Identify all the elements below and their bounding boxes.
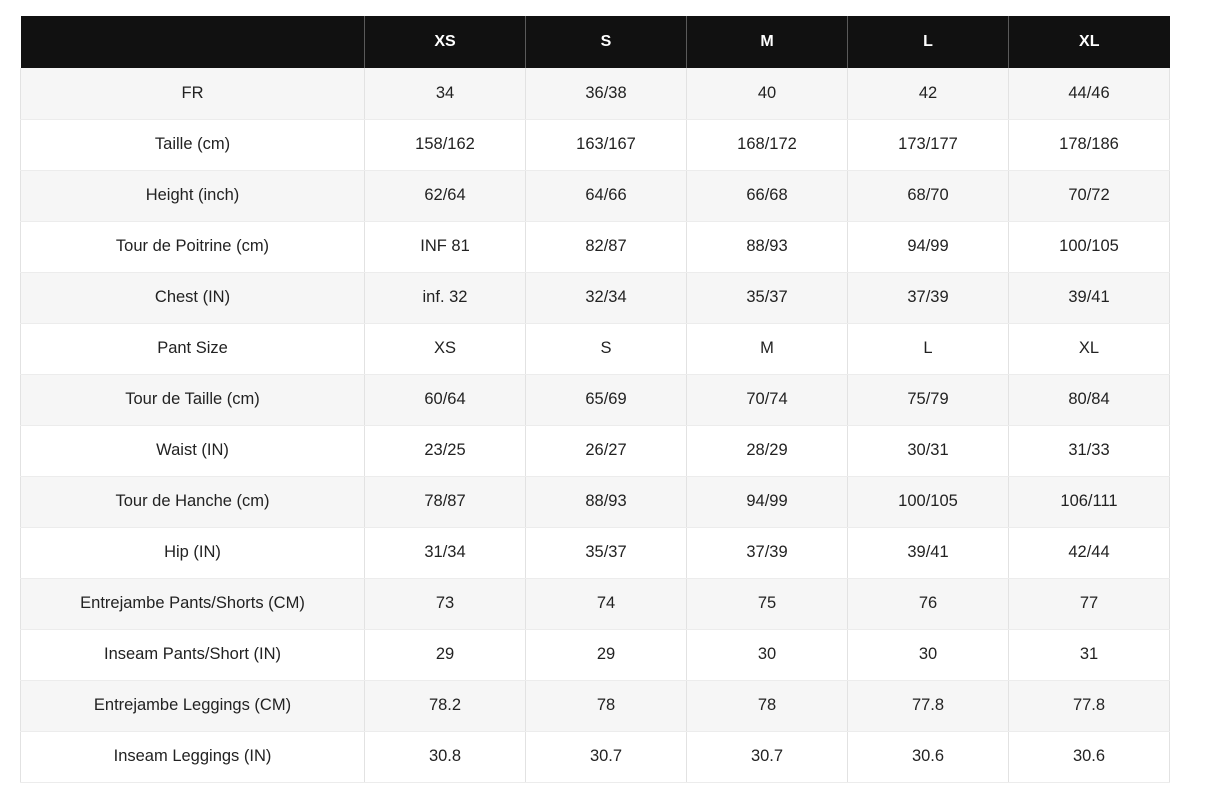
table-row: [21, 731, 1170, 782]
table-row: [21, 629, 1170, 680]
table-row: [21, 578, 1170, 629]
table-cell: 30/31: [848, 425, 1009, 476]
table-row: [21, 68, 1170, 119]
table-cell: 100/105: [848, 476, 1009, 527]
table-cell: 88/93: [687, 221, 848, 272]
table-cell: 64/66: [526, 170, 687, 221]
table-cell: 36/38: [526, 68, 687, 119]
table-cell: 94/99: [687, 476, 848, 527]
table-cell: 88/93: [526, 476, 687, 527]
table-cell: 30.8: [365, 731, 526, 782]
size-chart-body: [21, 68, 1170, 782]
table-cell: inf. 32: [365, 272, 526, 323]
table-cell: 29: [365, 629, 526, 680]
table-cell: 75/79: [848, 374, 1009, 425]
table-cell: 30.6: [1009, 731, 1170, 782]
table-cell: 73: [365, 578, 526, 629]
table-cell: 42: [848, 68, 1009, 119]
row-label: Hip (IN): [21, 527, 365, 578]
table-cell: 30: [687, 629, 848, 680]
header-corner-cell: [21, 16, 365, 68]
table-cell: 168/172: [687, 119, 848, 170]
table-cell: 70/74: [687, 374, 848, 425]
table-cell: 78: [526, 680, 687, 731]
table-cell: 173/177: [848, 119, 1009, 170]
row-label: Chest (IN): [21, 272, 365, 323]
row-label: Tour de Taille (cm): [21, 374, 365, 425]
row-label: Inseam Leggings (IN): [21, 731, 365, 782]
table-cell: 37/39: [687, 527, 848, 578]
table-cell: 32/34: [526, 272, 687, 323]
header-size-xl: XL: [1009, 16, 1170, 68]
table-cell: 37/39: [848, 272, 1009, 323]
row-label: Inseam Pants/Short (IN): [21, 629, 365, 680]
table-cell: 77.8: [848, 680, 1009, 731]
table-cell: 26/27: [526, 425, 687, 476]
table-row: [21, 527, 1170, 578]
row-label: Height (inch): [21, 170, 365, 221]
table-cell: 163/167: [526, 119, 687, 170]
table-cell: 40: [687, 68, 848, 119]
table-cell: 30.7: [526, 731, 687, 782]
table-cell: 44/46: [1009, 68, 1170, 119]
table-cell: 158/162: [365, 119, 526, 170]
table-cell: 30.7: [687, 731, 848, 782]
table-cell: 28/29: [687, 425, 848, 476]
table-cell: 77: [1009, 578, 1170, 629]
table-cell: 66/68: [687, 170, 848, 221]
table-cell: INF 81: [365, 221, 526, 272]
table-cell: 35/37: [687, 272, 848, 323]
table-cell: 60/64: [365, 374, 526, 425]
table-cell: 31: [1009, 629, 1170, 680]
table-cell: 78: [687, 680, 848, 731]
table-cell: M: [687, 323, 848, 374]
table-row: [21, 119, 1170, 170]
row-label: Entrejambe Pants/Shorts (CM): [21, 578, 365, 629]
header-size-l: L: [848, 16, 1009, 68]
table-cell: 78/87: [365, 476, 526, 527]
table-cell: XL: [1009, 323, 1170, 374]
table-cell: 106/111: [1009, 476, 1170, 527]
table-row: [21, 221, 1170, 272]
row-label: Pant Size: [21, 323, 365, 374]
table-cell: 68/70: [848, 170, 1009, 221]
table-cell: 34: [365, 68, 526, 119]
table-cell: 31/34: [365, 527, 526, 578]
table-cell: XS: [365, 323, 526, 374]
table-cell: 82/87: [526, 221, 687, 272]
table-cell: 77.8: [1009, 680, 1170, 731]
table-cell: 80/84: [1009, 374, 1170, 425]
row-label: Taille (cm): [21, 119, 365, 170]
table-cell: 76: [848, 578, 1009, 629]
table-row: [21, 170, 1170, 221]
table-cell: 75: [687, 578, 848, 629]
table-row: [21, 374, 1170, 425]
table-cell: 100/105: [1009, 221, 1170, 272]
row-label: Waist (IN): [21, 425, 365, 476]
table-cell: 70/72: [1009, 170, 1170, 221]
table-cell: 74: [526, 578, 687, 629]
table-cell: 29: [526, 629, 687, 680]
size-chart-header: [21, 16, 1170, 68]
table-row: [21, 323, 1170, 374]
table-cell: 42/44: [1009, 527, 1170, 578]
table-row: [21, 680, 1170, 731]
row-label: Tour de Hanche (cm): [21, 476, 365, 527]
row-label: Entrejambe Leggings (CM): [21, 680, 365, 731]
table-cell: S: [526, 323, 687, 374]
table-row: [21, 272, 1170, 323]
table-cell: 30: [848, 629, 1009, 680]
table-cell: 39/41: [1009, 272, 1170, 323]
row-label: FR: [21, 68, 365, 119]
table-cell: 31/33: [1009, 425, 1170, 476]
table-cell: 65/69: [526, 374, 687, 425]
table-cell: 39/41: [848, 527, 1009, 578]
table-row: [21, 425, 1170, 476]
table-cell: 35/37: [526, 527, 687, 578]
table-cell: 62/64: [365, 170, 526, 221]
table-cell: 30.6: [848, 731, 1009, 782]
table-cell: 78.2: [365, 680, 526, 731]
header-size-xs: XS: [365, 16, 526, 68]
header-size-s: S: [526, 16, 687, 68]
row-label: Tour de Poitrine (cm): [21, 221, 365, 272]
header-row: [21, 16, 1170, 68]
table-cell: 178/186: [1009, 119, 1170, 170]
size-chart-table: [20, 16, 1170, 783]
header-size-m: M: [687, 16, 848, 68]
table-row: [21, 476, 1170, 527]
table-cell: L: [848, 323, 1009, 374]
table-cell: 94/99: [848, 221, 1009, 272]
table-cell: 23/25: [365, 425, 526, 476]
